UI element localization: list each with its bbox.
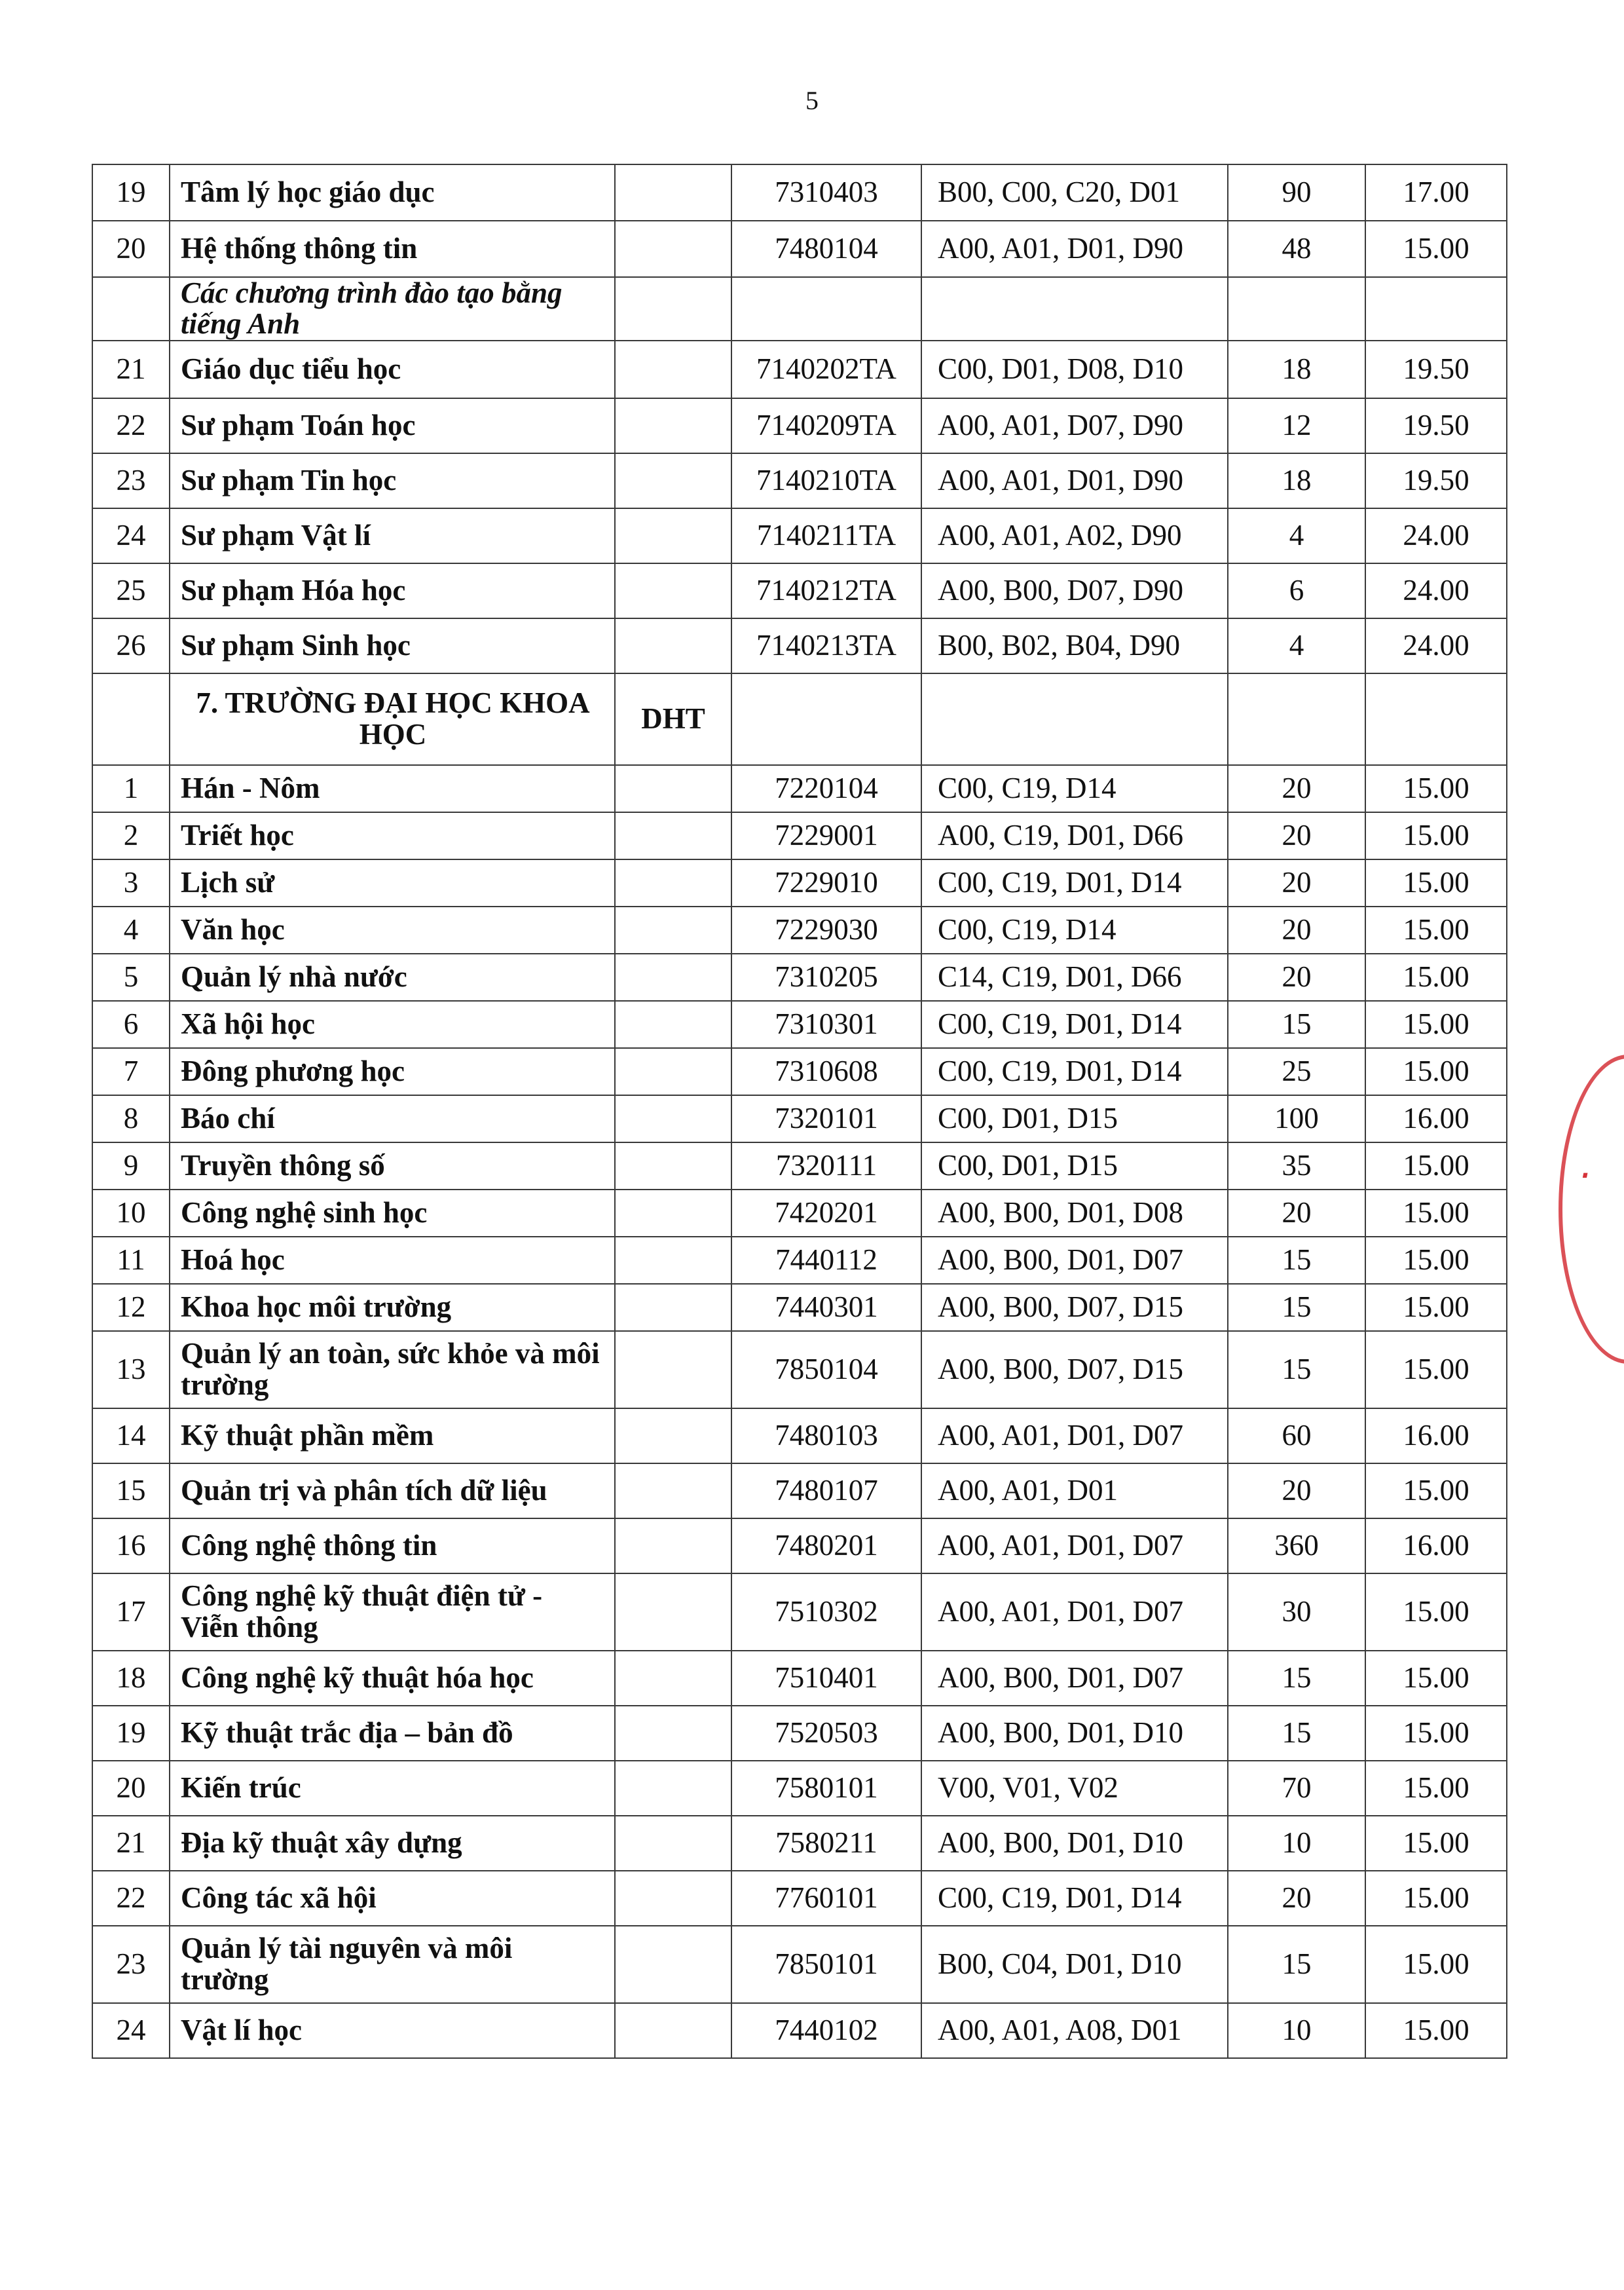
cell-code: 7310205 (731, 954, 921, 1001)
cell-code: 7140209TA (731, 398, 921, 453)
table-row (92, 2003, 1507, 2058)
cell-combo: A00, A01, D01, D07 (921, 1408, 1228, 1463)
cell-combo: A00, A01, D07, D90 (921, 398, 1228, 453)
cell-abbr (615, 1284, 731, 1331)
table-row (92, 1871, 1507, 1926)
cell-combo: A00, B00, D01, D08 (921, 1190, 1228, 1237)
cell-code: 7440102 (731, 2003, 921, 2058)
section-title-row (92, 673, 1507, 765)
cell-combo: C00, C19, D14 (921, 765, 1228, 812)
cell-code: 7580101 (731, 1761, 921, 1816)
cell-quota (1228, 277, 1365, 341)
cell-name: Công nghệ kỹ thuật hóa học (170, 1651, 615, 1706)
cell-quota: 48 (1228, 221, 1365, 277)
table-row (92, 1095, 1507, 1142)
cell-stt: 9 (92, 1142, 170, 1190)
cell-name: Truyền thông số (170, 1142, 615, 1190)
cell-combo: V00, V01, V02 (921, 1761, 1228, 1816)
cell-combo: A00, B00, D01, D10 (921, 1706, 1228, 1761)
cell-score: 19.50 (1365, 398, 1507, 453)
cell-name: Hoá học (170, 1237, 615, 1284)
cell-abbr (615, 1706, 731, 1761)
table-row (92, 954, 1507, 1001)
cell-abbr (615, 341, 731, 398)
cell-combo: C00, D01, D15 (921, 1095, 1228, 1142)
cell-score: 15.00 (1365, 1706, 1507, 1761)
cell-combo: A00, B00, D07, D15 (921, 1284, 1228, 1331)
cell-name: Các chương trình đào tạo bằng tiếng Anh (170, 277, 615, 341)
cell-combo: A00, A01, D01, D90 (921, 221, 1228, 277)
cell-quota: 360 (1228, 1518, 1365, 1573)
cell-stt (92, 673, 170, 765)
cell-combo: A00, A01, D01 (921, 1463, 1228, 1518)
cell-score: 15.00 (1365, 907, 1507, 954)
cell-stt: 1 (92, 765, 170, 812)
cell-score: 15.00 (1365, 1237, 1507, 1284)
table-row (92, 164, 1507, 221)
cell-abbr (615, 1237, 731, 1284)
cell-name: Quản lý an toàn, sức khỏe và môi trường (170, 1331, 615, 1408)
table-row (92, 453, 1507, 508)
table-row (92, 398, 1507, 453)
cell-stt: 7 (92, 1048, 170, 1095)
cell-quota: 10 (1228, 2003, 1365, 2058)
cell-abbr (615, 1408, 731, 1463)
cell-name: Sư phạm Hóa học (170, 563, 615, 618)
cell-abbr (615, 1573, 731, 1651)
cell-code: 7480104 (731, 221, 921, 277)
cell-abbr (615, 277, 731, 341)
cell-code: 7850101 (731, 1926, 921, 2003)
table-row (92, 1190, 1507, 1237)
cell-stt: 10 (92, 1190, 170, 1237)
cell-abbr (615, 1463, 731, 1518)
cell-code: 7520503 (731, 1706, 921, 1761)
cell-code: 7229030 (731, 907, 921, 954)
cell-quota: 18 (1228, 341, 1365, 398)
cell-code: 7229001 (731, 812, 921, 859)
cell-abbr (615, 1190, 731, 1237)
table-row (92, 1142, 1507, 1190)
table-row (92, 618, 1507, 673)
cell-stt: 15 (92, 1463, 170, 1518)
cell-stt: 14 (92, 1408, 170, 1463)
cell-stt (92, 277, 170, 341)
cell-code: 7850104 (731, 1331, 921, 1408)
cell-code: 7140210TA (731, 453, 921, 508)
cell-stt: 19 (92, 1706, 170, 1761)
cell-abbr (615, 398, 731, 453)
cell-score: 15.00 (1365, 859, 1507, 907)
cell-score: 15.00 (1365, 1463, 1507, 1518)
cell-name: Sư phạm Toán học (170, 398, 615, 453)
table-row (92, 1001, 1507, 1048)
cell-code: 7140212TA (731, 563, 921, 618)
cell-stt: 5 (92, 954, 170, 1001)
cell-quota: 20 (1228, 765, 1365, 812)
cell-name: Quản lý nhà nước (170, 954, 615, 1001)
cell-abbr (615, 1816, 731, 1871)
cell-combo (921, 277, 1228, 341)
cell-stt: 8 (92, 1095, 170, 1142)
cell-score: 15.00 (1365, 1816, 1507, 1871)
cell-combo: A00, B00, D07, D15 (921, 1331, 1228, 1408)
cell-name: Sư phạm Sinh học (170, 618, 615, 673)
cell-quota: 4 (1228, 618, 1365, 673)
cell-abbr (615, 618, 731, 673)
cell-code: 7510302 (731, 1573, 921, 1651)
cell-name: Đông phương học (170, 1048, 615, 1095)
cell-score: 15.00 (1365, 221, 1507, 277)
cell-combo: C00, D01, D15 (921, 1142, 1228, 1190)
cell-score: 15.00 (1365, 1142, 1507, 1190)
stamp-fragment-icon: · (1578, 1153, 1591, 1199)
cell-stt: 24 (92, 2003, 170, 2058)
cell-abbr (615, 812, 731, 859)
cell-code: 7310608 (731, 1048, 921, 1095)
cell-score: 15.00 (1365, 1926, 1507, 2003)
cell-score: 24.00 (1365, 508, 1507, 563)
cell-score: 15.00 (1365, 1651, 1507, 1706)
cell-quota: 15 (1228, 1331, 1365, 1408)
cell-stt: 2 (92, 812, 170, 859)
cell-combo: A00, A01, A02, D90 (921, 508, 1228, 563)
cell-abbr (615, 508, 731, 563)
cell-abbr (615, 1871, 731, 1926)
cell-code: 7140211TA (731, 508, 921, 563)
cell-abbr (615, 954, 731, 1001)
table-row (92, 1816, 1507, 1871)
cell-code (731, 277, 921, 341)
cell-code: 7480103 (731, 1408, 921, 1463)
cell-name: Địa kỹ thuật xây dựng (170, 1816, 615, 1871)
table-row (92, 1651, 1507, 1706)
cell-code: 7320111 (731, 1142, 921, 1190)
table-row (92, 1926, 1507, 2003)
cell-quota: 20 (1228, 859, 1365, 907)
table-row (92, 907, 1507, 954)
cell-code: 7310301 (731, 1001, 921, 1048)
cell-combo: B00, B02, B04, D90 (921, 618, 1228, 673)
cell-code: 7580211 (731, 1816, 921, 1871)
red-stamp-seal (1559, 1055, 1624, 1364)
cell-quota: 20 (1228, 812, 1365, 859)
cell-abbr (615, 1761, 731, 1816)
table-row (92, 812, 1507, 859)
cell-code: 7440301 (731, 1284, 921, 1331)
cell-stt: 6 (92, 1001, 170, 1048)
cell-stt: 21 (92, 341, 170, 398)
cell-name: Giáo dục tiểu học (170, 341, 615, 398)
cell-combo: C00, C19, D01, D14 (921, 859, 1228, 907)
cell-stt: 17 (92, 1573, 170, 1651)
cell-combo: A00, A01, D01, D90 (921, 453, 1228, 508)
table-row (92, 508, 1507, 563)
cell-quota: 18 (1228, 453, 1365, 508)
cell-combo: A00, C19, D01, D66 (921, 812, 1228, 859)
cell-name: Công tác xã hội (170, 1871, 615, 1926)
cell-stt: 3 (92, 859, 170, 907)
page-number: 5 (805, 86, 819, 115)
cell-name: Khoa học môi trường (170, 1284, 615, 1331)
cell-score: 15.00 (1365, 1871, 1507, 1926)
cell-combo: A00, A01, D01, D07 (921, 1518, 1228, 1573)
cell-score: 15.00 (1365, 765, 1507, 812)
cell-combo: A00, B00, D07, D90 (921, 563, 1228, 618)
cell-code: 7510401 (731, 1651, 921, 1706)
cell-abbr (615, 1331, 731, 1408)
section-sub-row (92, 277, 1507, 341)
cell-stt: 26 (92, 618, 170, 673)
cell-combo: B00, C00, C20, D01 (921, 164, 1228, 221)
cell-score (1365, 277, 1507, 341)
table-row (92, 859, 1507, 907)
table-row (92, 765, 1507, 812)
cell-abbr (615, 1001, 731, 1048)
cell-code: 7440112 (731, 1237, 921, 1284)
cell-code: 7420201 (731, 1190, 921, 1237)
cell-stt: 12 (92, 1284, 170, 1331)
cell-name: Kiến trúc (170, 1761, 615, 1816)
cell-name: Công nghệ sinh học (170, 1190, 615, 1237)
cell-score: 15.00 (1365, 1573, 1507, 1651)
cell-combo: C00, C19, D01, D14 (921, 1001, 1228, 1048)
cell-stt: 18 (92, 1651, 170, 1706)
cell-score: 15.00 (1365, 1048, 1507, 1095)
cell-name: Hệ thống thông tin (170, 221, 615, 277)
cell-score: 15.00 (1365, 812, 1507, 859)
cell-abbr (615, 2003, 731, 2058)
cell-quota: 10 (1228, 1816, 1365, 1871)
cell-code: 7480107 (731, 1463, 921, 1518)
cell-quota: 100 (1228, 1095, 1365, 1142)
cell-stt: 24 (92, 508, 170, 563)
cell-score: 19.50 (1365, 341, 1507, 398)
cell-score: 15.00 (1365, 2003, 1507, 2058)
cell-name: Triết học (170, 812, 615, 859)
cell-stt: 25 (92, 563, 170, 618)
cell-code: 7220104 (731, 765, 921, 812)
table-row (92, 1518, 1507, 1573)
table-row (92, 221, 1507, 277)
cell-stt: 23 (92, 453, 170, 508)
cell-stt: 21 (92, 1816, 170, 1871)
cell-quota: 15 (1228, 1001, 1365, 1048)
cell-stt: 20 (92, 1761, 170, 1816)
cell-quota: 15 (1228, 1237, 1365, 1284)
cell-abbr (615, 221, 731, 277)
cell-combo: C00, C19, D14 (921, 907, 1228, 954)
cell-score: 16.00 (1365, 1518, 1507, 1573)
cell-abbr (615, 1926, 731, 2003)
cell-code: 7760101 (731, 1871, 921, 1926)
cell-quota: 60 (1228, 1408, 1365, 1463)
table-row (92, 1284, 1507, 1331)
cell-name: Kỹ thuật trắc địa – bản đồ (170, 1706, 615, 1761)
cell-stt: 11 (92, 1237, 170, 1284)
cell-combo: C14, C19, D01, D66 (921, 954, 1228, 1001)
table-row (92, 1237, 1507, 1284)
cell-score: 15.00 (1365, 1001, 1507, 1048)
cell-name: 7. TRƯỜNG ĐẠI HỌC KHOA HỌC (170, 673, 615, 765)
cell-abbr (615, 164, 731, 221)
cell-score: 17.00 (1365, 164, 1507, 221)
cell-score: 15.00 (1365, 1284, 1507, 1331)
table-row (92, 1331, 1507, 1408)
cell-quota: 15 (1228, 1706, 1365, 1761)
table-row (92, 1463, 1507, 1518)
cell-code: 7140202TA (731, 341, 921, 398)
cell-abbr (615, 765, 731, 812)
cell-name: Tâm lý học giáo dục (170, 164, 615, 221)
cell-code: 7140213TA (731, 618, 921, 673)
cell-score (1365, 673, 1507, 765)
cell-stt: 22 (92, 1871, 170, 1926)
cell-score: 19.50 (1365, 453, 1507, 508)
cell-abbr: DHT (615, 673, 731, 765)
cell-name: Quản lý tài nguyên và môi trường (170, 1926, 615, 2003)
cell-quota: 12 (1228, 398, 1365, 453)
table-row (92, 1408, 1507, 1463)
cell-abbr (615, 907, 731, 954)
cell-score: 15.00 (1365, 1190, 1507, 1237)
admission-table (92, 164, 1507, 2059)
cell-name: Xã hội học (170, 1001, 615, 1048)
cell-code (731, 673, 921, 765)
cell-abbr (615, 563, 731, 618)
cell-quota: 15 (1228, 1284, 1365, 1331)
cell-name: Vật lí học (170, 2003, 615, 2058)
cell-abbr (615, 1518, 731, 1573)
table-row (92, 341, 1507, 398)
cell-score: 15.00 (1365, 954, 1507, 1001)
cell-score: 16.00 (1365, 1095, 1507, 1142)
cell-abbr (615, 859, 731, 907)
table-row (92, 563, 1507, 618)
cell-stt: 23 (92, 1926, 170, 2003)
cell-code: 7320101 (731, 1095, 921, 1142)
table-row (92, 1761, 1507, 1816)
cell-quota: 35 (1228, 1142, 1365, 1190)
table-row (92, 1573, 1507, 1651)
cell-combo: C00, C19, D01, D14 (921, 1871, 1228, 1926)
cell-quota: 30 (1228, 1573, 1365, 1651)
cell-name: Kỹ thuật phần mềm (170, 1408, 615, 1463)
cell-name: Quản trị và phân tích dữ liệu (170, 1463, 615, 1518)
table-row (92, 1048, 1507, 1095)
cell-code: 7310403 (731, 164, 921, 221)
cell-score: 16.00 (1365, 1408, 1507, 1463)
cell-name: Văn học (170, 907, 615, 954)
table-row (92, 1706, 1507, 1761)
cell-name: Sư phạm Tin học (170, 453, 615, 508)
cell-quota: 15 (1228, 1651, 1365, 1706)
cell-stt: 13 (92, 1331, 170, 1408)
cell-combo: A00, A01, D01, D07 (921, 1573, 1228, 1651)
cell-stt: 4 (92, 907, 170, 954)
cell-combo: B00, C04, D01, D10 (921, 1926, 1228, 2003)
cell-quota: 70 (1228, 1761, 1365, 1816)
cell-name: Sư phạm Vật lí (170, 508, 615, 563)
cell-code: 7480201 (731, 1518, 921, 1573)
cell-score: 15.00 (1365, 1761, 1507, 1816)
cell-score: 15.00 (1365, 1331, 1507, 1408)
cell-quota: 6 (1228, 563, 1365, 618)
cell-stt: 22 (92, 398, 170, 453)
cell-abbr (615, 1048, 731, 1095)
cell-combo (921, 673, 1228, 765)
cell-combo: A00, B00, D01, D07 (921, 1651, 1228, 1706)
cell-abbr (615, 1142, 731, 1190)
cell-abbr (615, 1651, 731, 1706)
cell-combo: A00, A01, A08, D01 (921, 2003, 1228, 2058)
cell-score: 24.00 (1365, 618, 1507, 673)
cell-combo: C00, D01, D08, D10 (921, 341, 1228, 398)
cell-quota: 20 (1228, 1190, 1365, 1237)
cell-quota: 15 (1228, 1926, 1365, 2003)
cell-quota: 20 (1228, 954, 1365, 1001)
cell-quota: 90 (1228, 164, 1365, 221)
cell-quota (1228, 673, 1365, 765)
cell-quota: 4 (1228, 508, 1365, 563)
cell-name: Báo chí (170, 1095, 615, 1142)
cell-abbr (615, 453, 731, 508)
cell-combo: C00, C19, D01, D14 (921, 1048, 1228, 1095)
cell-stt: 16 (92, 1518, 170, 1573)
cell-quota: 25 (1228, 1048, 1365, 1095)
cell-name: Công nghệ kỹ thuật điện tử - Viễn thông (170, 1573, 615, 1651)
cell-combo: A00, B00, D01, D10 (921, 1816, 1228, 1871)
cell-code: 7229010 (731, 859, 921, 907)
cell-abbr (615, 1095, 731, 1142)
cell-score: 24.00 (1365, 563, 1507, 618)
cell-name: Công nghệ thông tin (170, 1518, 615, 1573)
cell-quota: 20 (1228, 907, 1365, 954)
cell-quota: 20 (1228, 1463, 1365, 1518)
cell-name: Lịch sử (170, 859, 615, 907)
cell-quota: 20 (1228, 1871, 1365, 1926)
cell-name: Hán - Nôm (170, 765, 615, 812)
cell-stt: 20 (92, 221, 170, 277)
cell-combo: A00, B00, D01, D07 (921, 1237, 1228, 1284)
cell-stt: 19 (92, 164, 170, 221)
